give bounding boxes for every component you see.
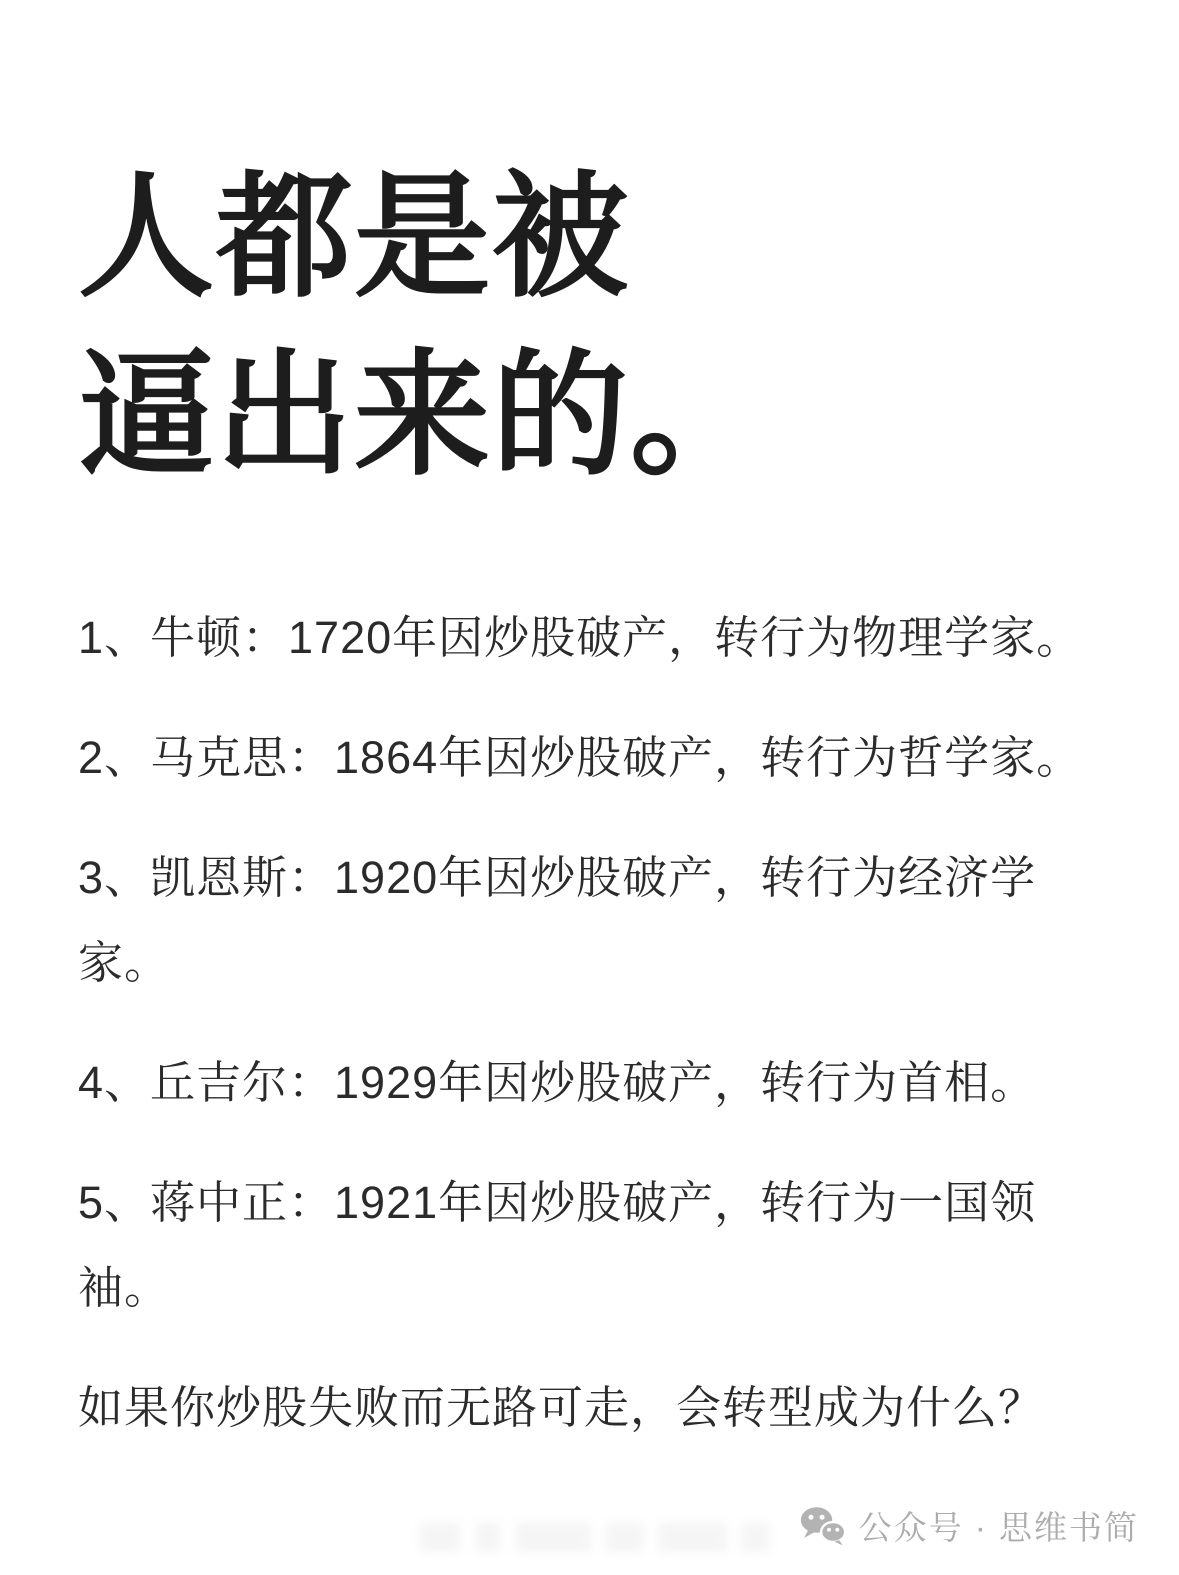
list-item-newton: 1、牛顿：1720年因炒股破产，转行为物理学家。 [78,612,1083,664]
list-item-keynes: 3、凯恩斯：1920年因炒股破产，转行为经济学家。 [78,852,1037,989]
faint-watermark [420,1512,770,1562]
footer-credit [799,1502,1139,1549]
wechat-icon [799,1505,847,1547]
list-item-marx: 2、马克思：1864年因炒股破产，转行为哲学家。 [78,732,1083,784]
list-item-churchill: 4、丘吉尔：1929年因炒股破产，转行为首相。 [78,1057,1037,1109]
title-line-1: 人都是被 [78,161,630,313]
poster-content [78,0,1124,1450]
footer-label: 公众号 · 思维书简 [858,1509,1139,1546]
list-item-chiang: 5、蒋中正：1921年因炒股破产，转行为一国领袖。 [78,1177,1037,1314]
title-line-2: 逼出来的。 [78,339,768,491]
figure-list [78,595,1124,1450]
closing-question: 如果你炒股失败而无路可走，会转型成为什么？ [78,1382,1045,1434]
page-title [78,148,1124,504]
